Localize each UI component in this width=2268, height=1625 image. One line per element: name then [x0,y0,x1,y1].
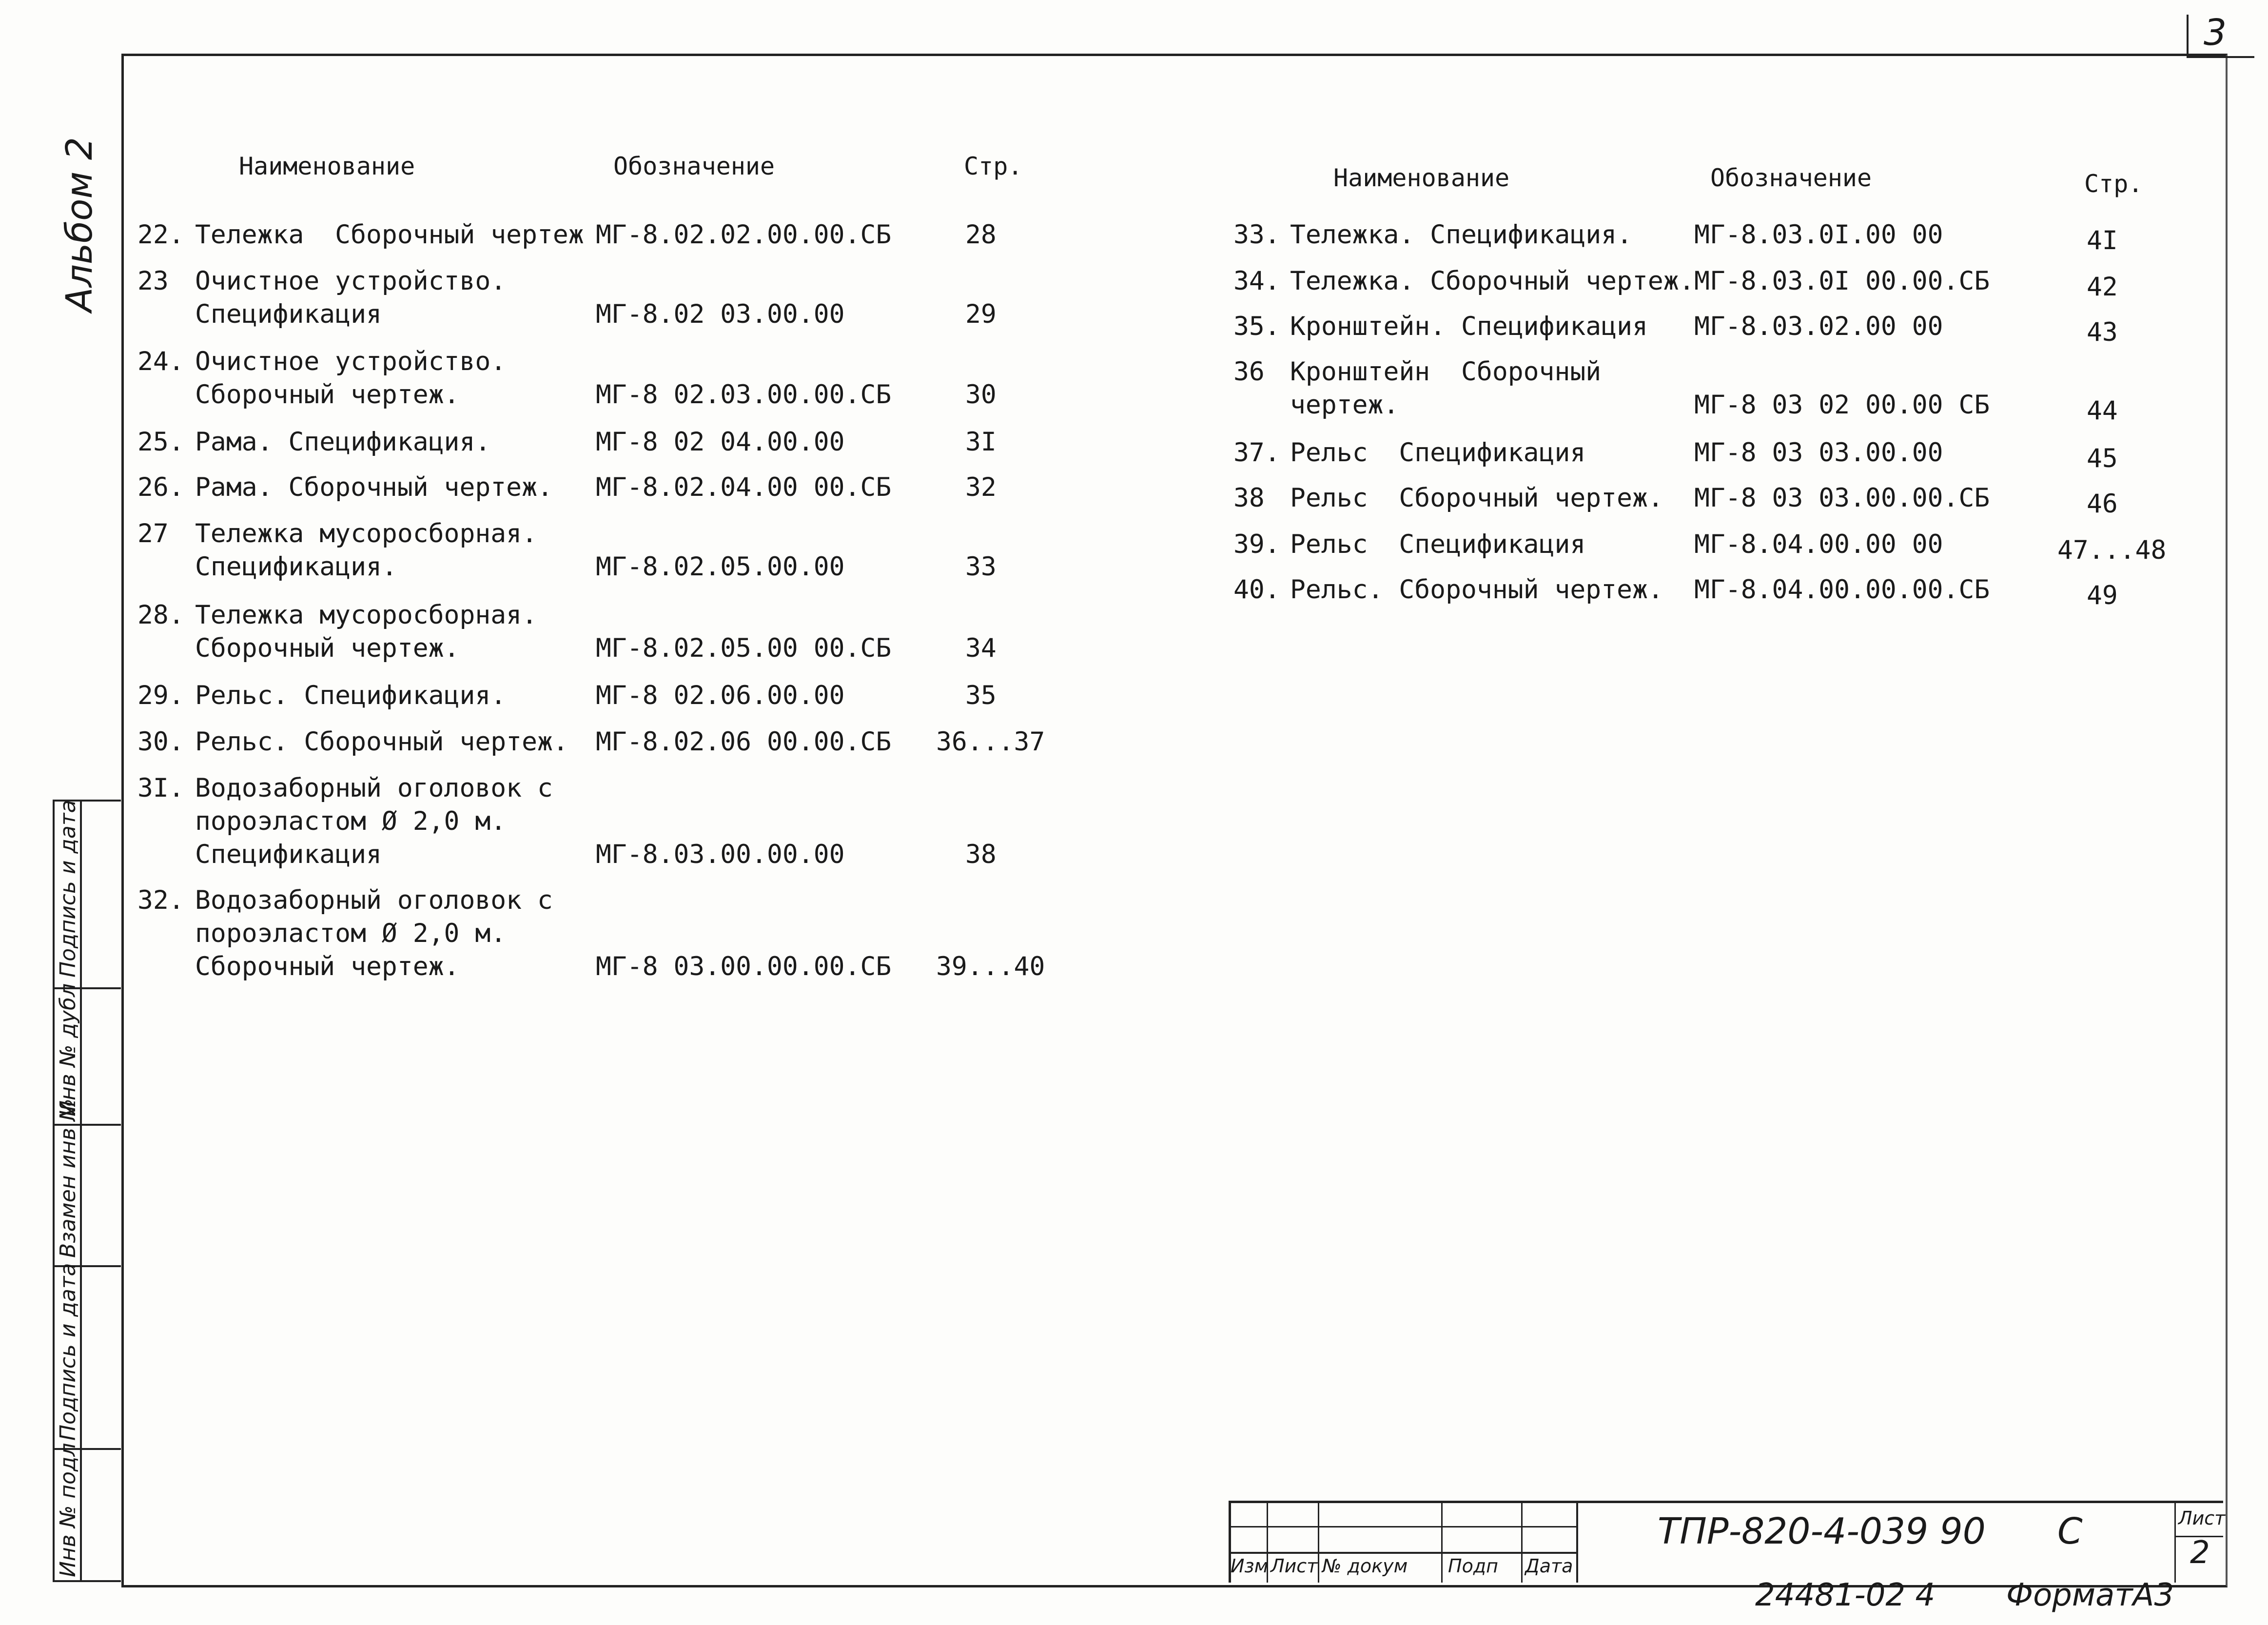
row-designation: МГ-8.02.04.00 00.СБ [596,472,892,502]
row-number: 40. [1233,575,1280,605]
row-number: 25. [137,427,184,457]
row-page: 29 [965,299,997,329]
row-name-line: Сборочный чертеж. [195,952,460,981]
row-number: 24. [137,347,184,376]
title-caption-date: Дата [1525,1555,1573,1577]
row-name-line: Тележка мусоросборная. [195,519,537,548]
side-label-inv-podl: Инв № подл [56,1443,80,1577]
row-designation: МГ-8.03.02.00 00 [1694,312,1943,341]
row-name-line: Спецификация [195,299,382,329]
title-block [1229,1501,2226,1583]
format-label: ФорматА3 [2006,1577,2174,1613]
row-page: 34 [965,633,997,663]
row-number: 3I. [137,773,184,803]
row-designation: МГ-8.02.05.00 00.СБ [596,633,892,663]
row-number: 30. [137,727,184,757]
row-number: 33. [1233,220,1280,250]
title-caption-izm: Изм [1231,1555,1269,1577]
row-name-line: Сборочный чертеж. [195,380,460,410]
row-number: 38 [1233,483,1265,513]
row-name-line: Тележка. Спецификация. [1290,220,1632,250]
row-name-line: Тележка Сборочный чертеж [195,220,584,250]
row-page: 28 [965,220,997,250]
row-number: 29. [137,681,184,710]
left-header-page: Стр. [964,152,1023,180]
row-page: 46 [2087,489,2118,519]
document-code: ТПР-820-4-039 90 [1658,1510,1986,1552]
row-name-line: Тележка мусоросборная. [195,600,537,630]
right-header-name: Наименование [1333,164,1510,192]
row-designation: МГ-8.04.00.00 00 [1694,529,1943,559]
row-name-line: Спецификация [195,840,382,869]
row-designation: МГ-8.02 03.00.00 [596,299,845,329]
row-designation: МГ-8 02 04.00.00 [596,427,845,457]
row-name-line: Рельс Спецификация [1290,529,1586,559]
row-page: 45 [2087,444,2118,473]
row-number: 35. [1233,312,1280,341]
left-header-designation: Обозначение [613,152,775,180]
row-name-line: Водозаборный оголовок с [195,773,553,803]
archive-number: 24481-02 4 [1755,1577,1936,1613]
row-name-line: пороэластом Ø 2,0 м. [195,919,507,948]
row-designation: МГ-8 02.06.00.00 [596,681,845,710]
row-name-line: Кронштейн. Спецификация [1290,312,1648,341]
row-number: 26. [137,472,184,502]
row-page: 49 [2087,581,2118,610]
row-designation: МГ-8.04.00.00.00.СБ [1694,575,1990,605]
row-name-line: Рельс Спецификация [1290,438,1586,468]
row-name-line: Водозаборный оголовок с [195,885,553,915]
sheet-label: Лист [2178,1508,2226,1529]
side-label-inv-dubl: Инв № дубл [56,983,80,1116]
title-caption-doc: № докум [1322,1555,1408,1577]
row-page: 42 [2087,272,2118,302]
row-name-line: Спецификация. [195,552,397,582]
row-designation: МГ-8 03.00.00.00.СБ [596,952,892,981]
row-number: 27 [137,519,169,548]
row-name-line: пороэластом Ø 2,0 м. [195,806,507,836]
row-name-line: Тележка. Сборочный чертеж. [1290,266,1695,296]
row-page: 44 [2087,396,2118,426]
title-caption-list: Лист [1271,1555,1318,1577]
row-page: 30 [965,380,997,410]
row-designation: МГ-8 03 02 00.00 СБ [1694,390,1990,420]
side-label-instead-inv: Взамен инв № [56,1098,80,1258]
row-number: 32. [137,885,184,915]
album-label: Альбом 2 [59,137,100,312]
sheet-number: 2 [2190,1535,2210,1571]
row-page: 35 [965,681,997,710]
row-designation: МГ-8.03.0I.00 00 [1694,220,1943,250]
row-number: 34. [1233,266,1280,296]
row-page: 38 [965,840,997,869]
row-designation: МГ-8.02.05.00.00 [596,552,845,582]
row-name-line: чертеж. [1290,390,1399,420]
side-label-signature-date-2: Подпись и дата [56,1263,80,1441]
right-header-page: Стр. [2084,170,2143,198]
row-designation: МГ-8.03.0I 00.00.СБ [1694,266,1990,296]
row-name-line: Очистное устройство. [195,347,507,376]
row-page: 3I [965,427,997,457]
row-name-line: Рельс. Сборочный чертеж. [1290,575,1663,605]
row-name-line: Рама. Спецификация. [195,427,491,457]
row-designation: МГ-8 03 03.00.00 [1694,438,1943,468]
row-name-line: Рельс. Спецификация. [195,681,507,710]
row-designation: МГ-8 03 03.00.00.СБ [1694,483,1990,513]
row-number: 22. [137,220,184,250]
row-name-line: Рельс. Сборочный чертеж. [195,727,568,757]
left-header-name: Наименование [239,152,415,180]
row-number: 23 [137,266,169,296]
row-number: 28. [137,600,184,630]
row-page: 4I [2087,226,2118,255]
row-name-line: Очистное устройство. [195,266,507,296]
row-name-line: Сборочный чертеж. [195,633,460,663]
row-name-line: Кронштейн Сборочный [1290,357,1602,387]
row-designation: МГ-8.02.02.00.00.СБ [596,220,892,250]
row-designation: МГ-8.03.00.00.00 [596,840,845,869]
row-designation: МГ-8 02.03.00.00.СБ [596,380,892,410]
title-caption-podp: Подп [1448,1555,1498,1577]
row-page: 47...48 [2057,535,2167,565]
row-number: 37. [1233,438,1280,468]
right-header-designation: Обозначение [1710,164,1872,192]
row-page: 36...37 [936,727,1045,757]
row-name-line: Рельс Сборочный чертеж. [1290,483,1663,513]
page-number: 3 [2204,12,2227,54]
row-page: 43 [2087,317,2118,347]
row-name-line: Рама. Сборочный чертеж. [195,472,553,502]
side-label-signature-date: Подпись и дата [56,800,80,978]
row-number: 39. [1233,529,1280,559]
row-page: 33 [965,552,997,582]
row-designation: МГ-8.02.06 00.00.СБ [596,727,892,757]
row-page: 39...40 [936,952,1045,981]
document-letter: С [2057,1510,2083,1552]
row-page: 32 [965,472,997,502]
row-number: 36 [1233,357,1265,387]
